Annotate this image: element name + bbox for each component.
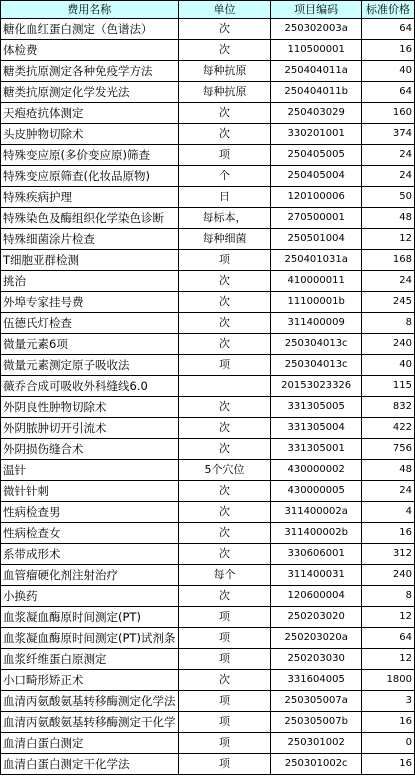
cell-standard-price[interactable]: 422 bbox=[361, 418, 414, 439]
cell-unit[interactable]: 次 bbox=[178, 103, 271, 124]
cell-item-code[interactable]: 331305001 bbox=[271, 439, 361, 460]
cell-unit[interactable]: 项 bbox=[178, 733, 271, 754]
cell-unit[interactable]: 项 bbox=[178, 649, 271, 670]
table-row bbox=[1, 376, 415, 397]
cell-standard-price[interactable]: 832 bbox=[361, 397, 414, 418]
cell-fee-name[interactable]: 血浆纤维蛋白原测定 bbox=[1, 649, 179, 670]
cell-unit[interactable]: 项 bbox=[178, 250, 271, 271]
cell-unit[interactable]: 每种抗原 bbox=[178, 82, 271, 103]
cell-standard-price[interactable]: 240 bbox=[361, 565, 414, 586]
cell-item-code[interactable]: 250302003a bbox=[271, 19, 361, 40]
cell-item-code[interactable]: 410000011 bbox=[271, 271, 361, 292]
cell-item-code[interactable]: 250305007a bbox=[271, 691, 361, 712]
cell-item-code[interactable]: 311400002a bbox=[271, 502, 361, 523]
table-row bbox=[1, 670, 415, 691]
cell-standard-price[interactable]: 115 bbox=[361, 376, 414, 397]
cell-standard-price[interactable]: 1800 bbox=[361, 670, 414, 691]
cell-fee-name[interactable]: 外埠专家挂号费 bbox=[1, 292, 179, 313]
cell-standard-price[interactable]: 4 bbox=[361, 502, 414, 523]
table-row bbox=[1, 229, 415, 250]
table-row bbox=[1, 565, 415, 586]
cell-unit[interactable]: 每个 bbox=[178, 565, 271, 586]
table-row bbox=[1, 208, 415, 229]
cell-standard-price[interactable]: 160 bbox=[361, 103, 414, 124]
cell-unit[interactable]: 次 bbox=[178, 124, 271, 145]
cell-standard-price[interactable]: 374 bbox=[361, 124, 414, 145]
cell-unit[interactable]: 次 bbox=[178, 670, 271, 691]
cell-item-code[interactable]: 250305007b bbox=[271, 712, 361, 733]
cell-unit[interactable]: 每种抗原 bbox=[178, 61, 271, 82]
cell-fee-name[interactable]: 性病检查女 bbox=[1, 523, 179, 544]
cell-fee-name[interactable]: 糖化血红蛋白测定（色谱法） bbox=[1, 19, 179, 40]
cell-standard-price[interactable]: 64 bbox=[361, 82, 414, 103]
cell-unit[interactable]: 项 bbox=[178, 691, 271, 712]
cell-item-code[interactable]: 330201001 bbox=[271, 124, 361, 145]
table-row bbox=[1, 460, 415, 481]
cell-unit[interactable]: 每标本， bbox=[178, 208, 271, 229]
cell-standard-price[interactable]: 16 bbox=[361, 40, 414, 61]
header-row bbox=[1, 1, 415, 19]
cell-fee-name[interactable]: 血浆凝血酶原时间测定(PT) bbox=[1, 607, 179, 628]
cell-fee-name[interactable]: 微量元素6项 bbox=[1, 334, 179, 355]
cell-item-code[interactable]: 250501004 bbox=[271, 229, 361, 250]
cell-unit[interactable]: 次 bbox=[178, 481, 271, 502]
table-row bbox=[1, 313, 415, 334]
cell-standard-price[interactable]: 240 bbox=[361, 334, 414, 355]
cell-standard-price[interactable]: 0 bbox=[361, 733, 414, 754]
cell-item-code[interactable]: 311400009 bbox=[271, 313, 361, 334]
cell-fee-name[interactable]: 特殊变应原(多价变应原)筛查 bbox=[1, 145, 179, 166]
cell-standard-price[interactable]: 245 bbox=[361, 292, 414, 313]
table-row bbox=[1, 355, 415, 376]
cell-item-code[interactable]: 110500001 bbox=[271, 40, 361, 61]
cell-item-code[interactable]: 250203020 bbox=[271, 607, 361, 628]
header-unit[interactable]: 单位 bbox=[178, 1, 271, 19]
table-row bbox=[1, 61, 415, 82]
table-row bbox=[1, 187, 415, 208]
table-row bbox=[1, 523, 415, 544]
cell-unit[interactable]: 次 bbox=[178, 502, 271, 523]
cell-unit[interactable]: 次 bbox=[178, 586, 271, 607]
cell-fee-name[interactable]: 薇乔合成可吸收外科缝线6.0 bbox=[1, 376, 179, 397]
cell-item-code[interactable]: 120600004 bbox=[271, 586, 361, 607]
table-row bbox=[1, 19, 415, 40]
cell-unit[interactable]: 项 bbox=[178, 712, 271, 733]
table-row bbox=[1, 649, 415, 670]
table-row bbox=[1, 418, 415, 439]
cell-item-code[interactable]: 250401031a bbox=[271, 250, 361, 271]
table-row bbox=[1, 124, 415, 145]
cell-item-code[interactable]: 250304013c bbox=[271, 355, 361, 376]
cell-fee-name[interactable]: 体检费 bbox=[1, 40, 179, 61]
table-row bbox=[1, 166, 415, 187]
cell-fee-name[interactable]: 微量元素测定原子吸收法 bbox=[1, 355, 179, 376]
cell-unit[interactable]: 次 bbox=[178, 544, 271, 565]
table-row bbox=[1, 481, 415, 502]
table-row bbox=[1, 334, 415, 355]
table-row bbox=[1, 754, 415, 775]
table-row bbox=[1, 691, 415, 712]
cell-fee-name[interactable]: 血清丙氨酸氨基转移酶测定化学法 bbox=[1, 691, 179, 712]
cell-fee-name[interactable]: 特殊疾病护理 bbox=[1, 187, 179, 208]
cell-unit[interactable]: 项 bbox=[178, 607, 271, 628]
cell-unit[interactable]: 次 bbox=[178, 19, 271, 40]
cell-item-code[interactable]: 250404011b bbox=[271, 82, 361, 103]
cell-fee-name[interactable]: 外阴良性肿物切除术 bbox=[1, 397, 179, 418]
cell-item-code[interactable]: 11100001b bbox=[271, 292, 361, 313]
cell-standard-price[interactable]: 24 bbox=[361, 145, 414, 166]
cell-fee-name[interactable]: 小换药 bbox=[1, 586, 179, 607]
cell-standard-price[interactable]: 48 bbox=[361, 460, 414, 481]
cell-standard-price[interactable]: 48 bbox=[361, 208, 414, 229]
table-row bbox=[1, 145, 415, 166]
cell-item-code[interactable]: 250301002c bbox=[271, 754, 361, 775]
cell-fee-name[interactable]: 糖类抗原测定各种免疫学方法 bbox=[1, 61, 179, 82]
table-row bbox=[1, 607, 415, 628]
header-name[interactable]: 费用名称 bbox=[1, 1, 179, 19]
cell-item-code[interactable]: 250404011a bbox=[271, 61, 361, 82]
table-row bbox=[1, 439, 415, 460]
cell-unit[interactable]: 项 bbox=[178, 145, 271, 166]
cell-standard-price[interactable]: 50 bbox=[361, 187, 414, 208]
cell-item-code[interactable]: 331305005 bbox=[271, 397, 361, 418]
cell-unit[interactable]: 项 bbox=[178, 355, 271, 376]
table-row bbox=[1, 586, 415, 607]
cell-item-code[interactable]: 250405005 bbox=[271, 145, 361, 166]
cell-unit[interactable]: 次 bbox=[178, 313, 271, 334]
cell-fee-name[interactable]: 特殊变应原筛查(化妆品原物) bbox=[1, 166, 179, 187]
cell-fee-name[interactable]: 血浆凝血酶原时间测定(PT)试剂条 bbox=[1, 628, 179, 649]
cell-standard-price[interactable]: 168 bbox=[361, 250, 414, 271]
cell-fee-name[interactable]: 温针 bbox=[1, 460, 179, 481]
cell-unit[interactable]: 次 bbox=[178, 439, 271, 460]
cell-standard-price[interactable]: 24 bbox=[361, 271, 414, 292]
cell-unit[interactable]: 5个穴位 bbox=[178, 460, 271, 481]
table-row bbox=[1, 397, 415, 418]
cell-item-code[interactable]: 20153023326 bbox=[271, 376, 361, 397]
cell-fee-name[interactable]: T细胞亚群检测 bbox=[1, 250, 179, 271]
cell-fee-name[interactable]: 糖类抗原测定化学发光法 bbox=[1, 82, 179, 103]
table-row bbox=[1, 628, 415, 649]
cell-item-code[interactable]: 250203030 bbox=[271, 649, 361, 670]
cell-unit[interactable]: 次 bbox=[178, 292, 271, 313]
cell-unit[interactable]: 次 bbox=[178, 40, 271, 61]
cell-fee-name[interactable]: 挑治 bbox=[1, 271, 179, 292]
cell-standard-price[interactable]: 8 bbox=[361, 313, 414, 334]
cell-item-code[interactable]: 120100006 bbox=[271, 187, 361, 208]
cell-item-code[interactable]: 270500001 bbox=[271, 208, 361, 229]
cell-standard-price[interactable]: 64 bbox=[361, 628, 414, 649]
cell-item-code[interactable]: 331604005 bbox=[271, 670, 361, 691]
cell-standard-price[interactable]: 24 bbox=[361, 166, 414, 187]
cell-fee-name[interactable]: 外阴损伤缝合术 bbox=[1, 439, 179, 460]
cell-fee-name[interactable]: 伍德氏灯检查 bbox=[1, 313, 179, 334]
cell-fee-name[interactable]: 微针针刺 bbox=[1, 481, 179, 502]
cell-item-code[interactable]: 250203020a bbox=[271, 628, 361, 649]
cell-unit[interactable]: 个 bbox=[178, 166, 271, 187]
table-row bbox=[1, 103, 415, 124]
header-code[interactable]: 项目编码 bbox=[271, 1, 361, 19]
cell-item-code[interactable]: 430000005 bbox=[271, 481, 361, 502]
cell-standard-price[interactable]: 12 bbox=[361, 229, 414, 250]
cell-standard-price[interactable]: 312 bbox=[361, 544, 414, 565]
cell-unit[interactable]: 次 bbox=[178, 523, 271, 544]
cell-standard-price[interactable]: 756 bbox=[361, 439, 414, 460]
table-row bbox=[1, 40, 415, 61]
cell-standard-price[interactable]: 16 bbox=[361, 754, 414, 775]
table-row bbox=[1, 502, 415, 523]
table-row bbox=[1, 544, 415, 565]
cell-fee-name[interactable]: 血清丙氨酸氨基转移酶测定干化学 bbox=[1, 712, 179, 733]
cell-item-code[interactable]: 311400031 bbox=[271, 565, 361, 586]
cell-unit[interactable]: 项 bbox=[178, 628, 271, 649]
cell-unit[interactable]: 次 bbox=[178, 271, 271, 292]
cell-item-code[interactable]: 250403029 bbox=[271, 103, 361, 124]
cell-fee-name[interactable]: 头皮肿物切除术 bbox=[1, 124, 179, 145]
cell-unit[interactable]: 日 bbox=[178, 187, 271, 208]
cell-unit[interactable]: 每种细菌 bbox=[178, 229, 271, 250]
table-row bbox=[1, 271, 415, 292]
table-row bbox=[1, 82, 415, 103]
cell-standard-price[interactable]: 16 bbox=[361, 712, 414, 733]
cell-fee-name[interactable]: 性病检查男 bbox=[1, 502, 179, 523]
cell-standard-price[interactable]: 12 bbox=[361, 649, 414, 670]
cell-standard-price[interactable]: 24 bbox=[361, 481, 414, 502]
cell-item-code[interactable]: 330606001 bbox=[271, 544, 361, 565]
cell-unit[interactable]: 次 bbox=[178, 397, 271, 418]
cell-fee-name[interactable]: 小口畸形矫正术 bbox=[1, 670, 179, 691]
cell-fee-name[interactable]: 系带成形术 bbox=[1, 544, 179, 565]
table-row bbox=[1, 250, 415, 271]
cell-item-code[interactable]: 250405004 bbox=[271, 166, 361, 187]
cell-item-code[interactable]: 311400002b bbox=[271, 523, 361, 544]
cell-item-code[interactable]: 430000002 bbox=[271, 460, 361, 481]
cell-standard-price[interactable]: 16 bbox=[361, 523, 414, 544]
table-row bbox=[1, 733, 415, 754]
table-row bbox=[1, 292, 415, 313]
cell-standard-price[interactable]: 3 bbox=[361, 691, 414, 712]
cell-item-code[interactable]: 250301002 bbox=[271, 733, 361, 754]
cell-standard-price[interactable]: 40 bbox=[361, 355, 414, 376]
cell-fee-name[interactable]: 特殊染色及酶组织化学染色诊断 bbox=[1, 208, 179, 229]
cell-fee-name[interactable]: 血管瘤硬化剂注射治疗 bbox=[1, 565, 179, 586]
cell-item-code[interactable]: 331305004 bbox=[271, 418, 361, 439]
cell-fee-name[interactable]: 特殊细菌涂片检查 bbox=[1, 229, 179, 250]
cell-fee-name[interactable]: 外阴脓肿切开引流术 bbox=[1, 418, 179, 439]
cell-unit[interactable]: 次 bbox=[178, 334, 271, 355]
cell-item-code[interactable]: 250304013c bbox=[271, 334, 361, 355]
cell-unit[interactable]: 次 bbox=[178, 418, 271, 439]
cell-standard-price[interactable]: 64 bbox=[361, 19, 414, 40]
cell-standard-price[interactable]: 8 bbox=[361, 586, 414, 607]
cell-fee-name[interactable]: 天疱疮抗体测定 bbox=[1, 103, 179, 124]
header-price[interactable]: 标准价格 bbox=[361, 1, 414, 19]
cell-unit[interactable] bbox=[178, 376, 271, 397]
table-row bbox=[1, 712, 415, 733]
cell-fee-name[interactable]: 血清白蛋白测定 bbox=[1, 733, 179, 754]
cell-unit[interactable]: 项 bbox=[178, 754, 271, 775]
cell-standard-price[interactable]: 12 bbox=[361, 607, 414, 628]
cell-standard-price[interactable]: 40 bbox=[361, 61, 414, 82]
cell-fee-name[interactable]: 血清白蛋白测定干化学法 bbox=[1, 754, 179, 775]
